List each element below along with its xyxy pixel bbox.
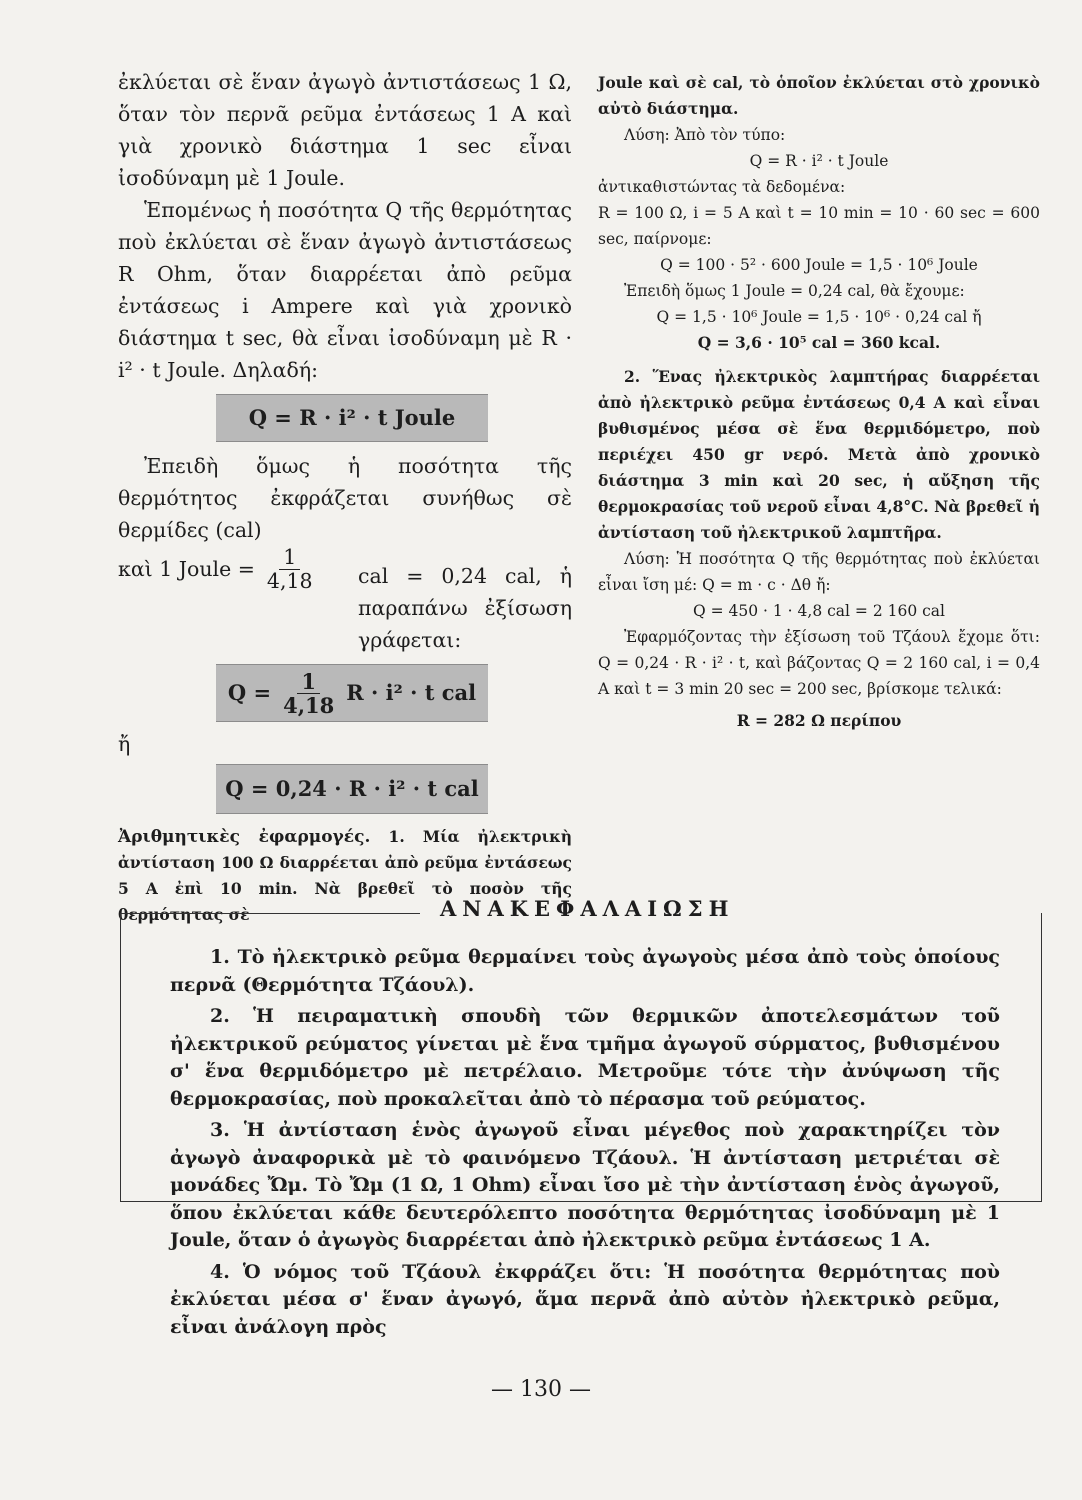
formula-line: Q = 1,5 · 10⁶ Joule = 1,5 · 10⁶ · 0,24 cal ἤ [656, 308, 982, 326]
summary-item: 3. Ἡ ἀντίσταση ἑνὸς ἀγωγοῦ εἶναι μέγεθος ποὺ χαρακτηρίζει τὸν ἀγωγὸ ἀναφορικὰ μὲ τὸ φαινόμενο Τζάουλ. Ἡ ἀντίσταση μετριέται σὲ μονάδες Ὤμ. Τὸ Ὤμ (1 Ω, 1 Ohm) εἶναι ἴσο μὲ τὴν ἀντίσταση ἑνὸς ἀγωγοῦ, ὅπου ἐκλύεται κάθε δευτερόλεπτο ποσότητα θερμότητας ἰσοδύναμη μὲ 1 Joule, ὅταν ὁ ἀγωγὸς διαρρέεται ἀπὸ ἠλεκτρικὸ ρεῦμα ἐντάσεως 1 A. [170, 1119, 1000, 1251]
formula-right: R · i² · t cal [346, 680, 477, 706]
paragraph: Λύση: Ἡ ποσότητα Q τῆς θερμότητας ποὺ ἐκλύεται εἶναι ἴση μέ: Q = m · c · Δθ ἤ: [598, 550, 1040, 594]
or-label: ἤ [118, 732, 131, 757]
paragraph: Ἑπομένως ἡ ποσότητα Q τῆς θερμότητας ποὺ ἐκλύεται σὲ ἕναν ἀγωγὸ ἀντιστάσεως R Ohm, ὅταν διαρρέεται ἀπὸ ρεῦμα ἐντάσεως i Ampere καὶ γιὰ χρονικὸ διάστημα t sec, θὰ εἶναι ἰσοδύναμη μὲ R · i² · t Joule. Δηλαδή: [118, 198, 572, 382]
paragraph: Ἐπειδὴ ὅμως ἡ ποσότητα τῆς θερμότητος ἐκφράζεται συνήθως σὲ θερμίδες (cal) [118, 454, 572, 542]
summary-item: 4. Ὁ νόμος τοῦ Τζάουλ ἐκφράζει ὅτι: Ἡ ποσότητα θερμότητας ποὺ ἐκλύεται μέσα σ' ἕναν ἀγωγό, ἅμα περνᾶ ἀπὸ αὐτὸν ἠλεκτρικὸ ρεῦμα, εἶναι ἀνάλογη πρὸς [170, 1260, 1000, 1338]
formula-left: Q = [227, 680, 272, 706]
left-column [118, 66, 572, 928]
simplified-formula-box: Q = 0,24 · R · i² · t cal [216, 764, 488, 814]
fraction-numerator: 1 [279, 546, 300, 570]
formula-line: Q = R · i² · t Joule [749, 152, 889, 170]
problem-paragraph: 2. Ἕνας ἠλεκτρικὸς λαμπτήρας διαρρέεται ἀπὸ ἠλεκτρικὸ ρεῦμα ἐντάσεως 0,4 A καὶ εἶναι βυθισμένος μέσα σὲ ἕνα θερμιδόμετρο, ποὺ περιέχει 450 gr νερό. Μετὰ ἀπὸ χρονικὸ διάστημα 3 min καὶ 20 sec, ἡ αὔξηση τῆς θερμοκρασίας τοῦ νεροῦ εἶναι 4,8°C. Νὰ βρεθεῖ ἡ ἀντίσταση τοῦ ἠλεκτρικοῦ λαμπτῆρα. [598, 367, 1040, 542]
applications-heading: Ἀριθμητικὲς ἐφαρμογές. [118, 827, 371, 848]
formula-line: Q = 100 · 5² · 600 Joule = 1,5 · 10⁶ Joule [660, 256, 978, 274]
paragraph: Joule καὶ σὲ cal, τὸ ὁποῖον ἐκλύεται στὸ χρονικὸ αὐτὸ διάστημα. [598, 73, 1040, 118]
formula-line: Q = 3,6 · 10⁵ cal = 360 kcal. [697, 333, 941, 352]
joule-formula-box: Q = R · i² · t Joule [216, 394, 488, 442]
paragraph: Ἐφαρμόζοντας τὴν ἐξίσωση τοῦ Τζάουλ ἔχομε ὅτι: Q = 0,24 · R · i² · t, καὶ βάζοντας Q = 2 160 cal, i = 0,4 A καὶ t = 3 min 20 sec = 200 sec, βρίσκομε τελικά: [598, 628, 1040, 698]
fraction-denominator: 4,18 [266, 568, 313, 593]
fraction [263, 546, 317, 592]
summary-title: ΑΝΑΚΕΦΑΛΑΙΩΣΗ [440, 896, 735, 921]
paragraph: R = 100 Ω, i = 5 A καὶ t = 10 min = 10 · 60 sec = 600 sec, παίρνομε: [598, 204, 1040, 248]
fraction-numerator: 1 [297, 670, 320, 694]
summary-text [170, 944, 1000, 1345]
summary-item: 1. Τὸ ἠλεκτρικὸ ρεῦμα θερμαίνει τοὺς ἀγωγοὺς μέσα ἀπὸ τοὺς ὁποίους περνᾶ (Θερμότητα Τζάουλ). [170, 946, 1000, 996]
fraction-denominator: 4,18 [283, 692, 335, 718]
formula-line: Q = 450 · 1 · 4,8 cal = 2 160 cal [692, 602, 946, 620]
applications-text: 1. Μία ἠλεκτρικὴ ἀντίσταση 100 Ω διαρρέεται ἀπὸ ρεῦμα ἐντάσεως 5 A ἐπὶ 10 min. Νὰ βρεθεῖ τὸ ποσὸν τῆς θερμότητας σὲ [118, 827, 572, 925]
result-line: R = 282 Ω περίπου [736, 711, 902, 730]
right-column [598, 70, 1040, 734]
page-number: — 130 — [491, 1377, 591, 1402]
summary-item: 2. Ἡ πειραματικὴ σπουδὴ τῶν θερμικῶν ἀποτελεσμάτων τοῦ ἠλεκτρικοῦ ρεύματος γίνεται μὲ ἕνα τμῆμα ἀγωγοῦ σύρματος, βυθισμένου σ' ἕνα θερμιδόμετρο μὲ πετρέλαιο. Μετροῦμε τότε τὴν ἀνύψωση τῆς θερμοκρασίας, ποὺ προκαλεῖται ἀπὸ τὸ πέρασμα τοῦ ρεύματος. [170, 1005, 1000, 1110]
paragraph: Ἐπειδὴ ὅμως 1 Joule = 0,24 cal, θὰ ἔχουμε: [624, 282, 965, 300]
paragraph: ἀντικαθιστώντας τὰ δεδομένα: [598, 178, 846, 196]
paragraph: Λύση: Ἀπὸ τὸν τύπο: [624, 126, 786, 144]
calorie-formula-box [216, 664, 488, 722]
equation-text: καὶ 1 Joule = [118, 557, 255, 582]
fraction [279, 670, 338, 717]
paragraph: ἐκλύεται σὲ ἕναν ἀγωγὸ ἀντιστάσεως 1 Ω, ὅταν τὸν περνᾶ ρεῦμα ἐντάσεως 1 A καὶ γιὰ χρονικὸ διάστημα 1 sec εἶναι ἰσοδύναμη μὲ 1 Joule. [118, 70, 572, 190]
equation-text: cal = 0,24 cal, ἡ παραπάνω ἐξίσωση γράφεται: [358, 564, 572, 653]
